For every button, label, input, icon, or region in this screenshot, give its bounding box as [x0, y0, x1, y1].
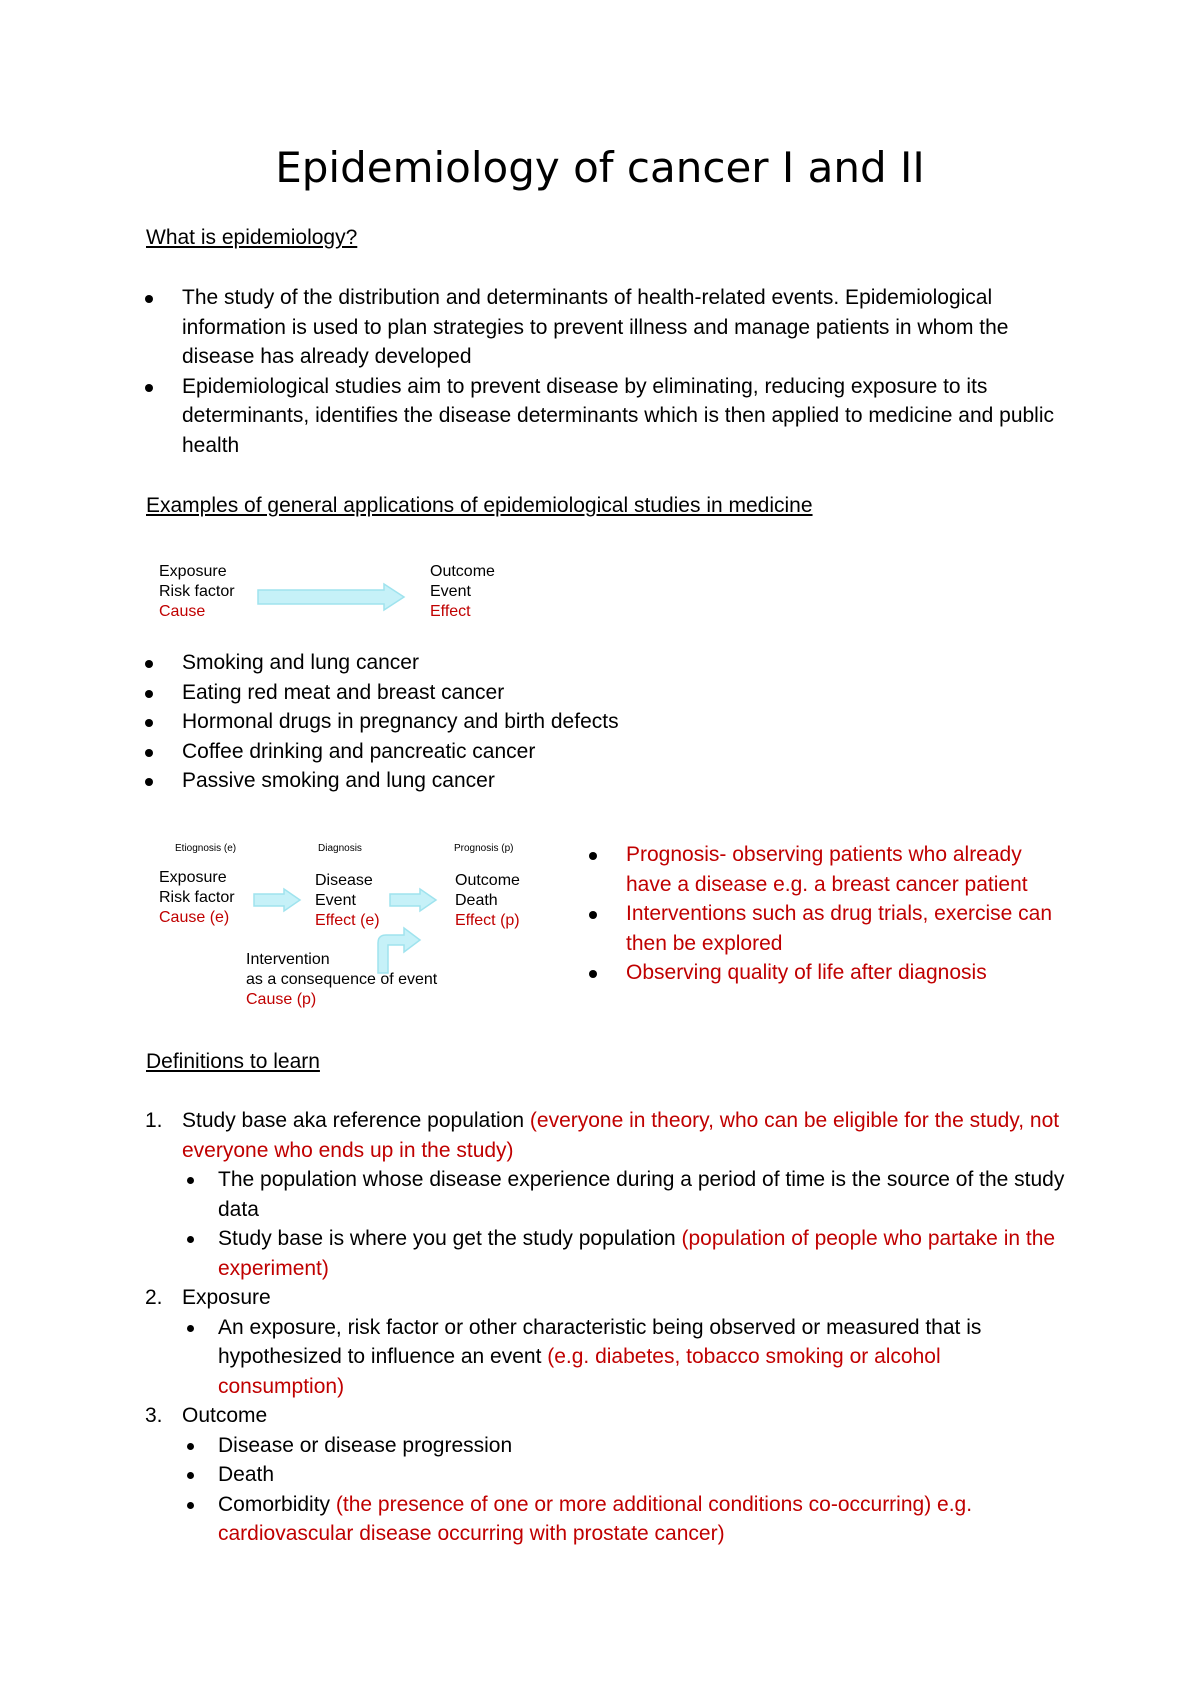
definitions-numbered-list	[145, 1106, 1072, 1549]
prognosis-bullet-list	[626, 840, 1066, 988]
document-title: Epidemiology of cancer I and II	[275, 143, 925, 192]
examples-bullet-list	[182, 648, 982, 796]
list-item: Study base is where you get the study population (population of people who partake in the experiment)	[218, 1224, 1072, 1283]
list-item: An exposure, risk factor or other characteristic being observed or measured that is hypothesized to influence an event (e.g. diabetes, tobacco smoking or alcohol consumption)	[218, 1313, 1072, 1402]
bullet-icon	[589, 852, 597, 860]
diagram2-intervention: Intervention as a consequence of event Cause (p)	[246, 951, 438, 1008]
heading-what-is-epidemiology: What is epidemiology?	[146, 226, 358, 249]
bullet-icon	[187, 1443, 194, 1450]
diagram1-left-labels: Exposure Risk factor Cause	[159, 563, 235, 620]
list-item: Disease or disease progression	[218, 1431, 1072, 1461]
bullet-icon	[589, 970, 597, 978]
arrow-right-icon	[256, 582, 406, 612]
diagram2-col3: Outcome Death Effect (p)	[455, 872, 520, 929]
arrow-right-icon	[388, 887, 438, 913]
list-item: 1. Study base aka reference population (everyone in theory, who can be eligible for the study, not everyone who ends up in the study) The population whose disease experience during a period of time is the source of the study data Study base is where you get the study population (population of people who partake in the experiment)	[182, 1106, 1072, 1283]
list-item: Interventions such as drug trials, exercise can then be explored	[626, 899, 1066, 958]
list-item: Comorbidity (the presence of one or more additional conditions co-occurring) e.g. cardiovascular disease occurring with prostate cancer)	[218, 1490, 1072, 1549]
bullet-icon	[145, 778, 153, 786]
bullet-icon	[145, 749, 153, 757]
list-item: Eating red meat and breast cancer	[182, 678, 982, 708]
bullet-icon	[145, 660, 153, 668]
bullet-icon	[187, 1502, 194, 1509]
arrow-right-icon	[252, 887, 302, 913]
diagram1-right-labels: Outcome Event Effect	[430, 563, 495, 620]
diagram2-col2: Disease Event Effect (e)	[315, 872, 380, 929]
diagram2-col1: Exposure Risk factor Cause (e)	[159, 869, 235, 926]
heading-examples: Examples of general applications of epidemiological studies in medicine	[146, 494, 813, 517]
list-item: Death	[218, 1460, 1072, 1490]
list-item: Smoking and lung cancer	[182, 648, 982, 678]
list-item: Coffee drinking and pancreatic cancer	[182, 737, 982, 767]
list-item: Prognosis- observing patients who already have a disease e.g. a breast cancer patient	[626, 840, 1066, 899]
list-item: The study of the distribution and determinants of health-related events. Epidemiological information is used to plan strategies to prevent illness and manage patients in whom the disease has already developed	[182, 283, 1062, 372]
diagram2-caption-prognosis: Prognosis (p)	[454, 843, 514, 854]
list-item: Epidemiological studies aim to prevent disease by eliminating, reducing exposure to its determinants, identifies the disease determinants which is then applied to medicine and public health	[182, 372, 1062, 461]
list-item: The population whose disease experience during a period of time is the source of the study data	[218, 1165, 1072, 1224]
diagram2-caption-etiognosis: Etiognosis (e)	[175, 843, 237, 854]
heading-definitions: Definitions to learn	[146, 1050, 320, 1073]
bullet-icon	[145, 719, 153, 727]
bullet-icon	[589, 911, 597, 919]
definition-bullet-list	[182, 283, 1062, 460]
bullet-icon	[145, 384, 153, 392]
diagram2-caption-diagnosis: Diagnosis	[318, 843, 362, 854]
bullet-icon	[187, 1236, 194, 1243]
bullet-icon	[187, 1325, 194, 1332]
bullet-icon	[187, 1472, 194, 1479]
list-item: 2. Exposure An exposure, risk factor or other characteristic being observed or measured that is hypothesized to influence an event (e.g. diabetes, tobacco smoking or alcohol consumption)	[182, 1283, 1072, 1401]
list-item: Passive smoking and lung cancer	[182, 766, 982, 796]
list-item: 3. Outcome Disease or disease progression Death Comorbidity (the presence of one or more additional conditions co-occurring) e.g. cardiovascular disease occurring with prostate cancer)	[182, 1401, 1072, 1549]
list-item: Hormonal drugs in pregnancy and birth defects	[182, 707, 982, 737]
bullet-icon	[187, 1177, 194, 1184]
bullet-icon	[145, 295, 153, 303]
list-item: Observing quality of life after diagnosis	[626, 958, 1066, 988]
bullet-icon	[145, 690, 153, 698]
